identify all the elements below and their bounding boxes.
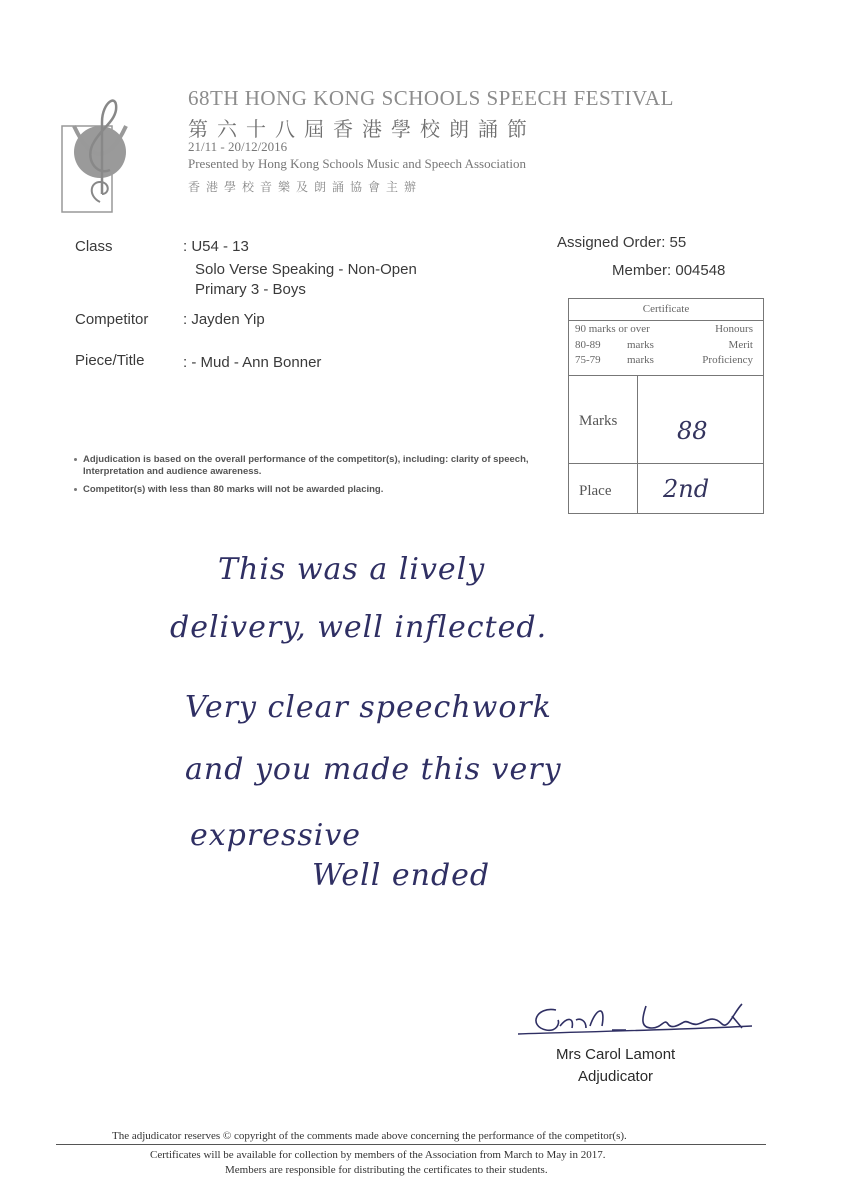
certificate-heading: Certificate	[569, 299, 763, 321]
festival-presented-by-chinese: 香港學校音樂及朗誦協會主辦	[188, 180, 423, 194]
note-text: Interpretation and audience awareness.	[83, 466, 262, 477]
class-category: Primary 3 - Boys	[195, 281, 306, 298]
note-item	[74, 454, 529, 465]
grade-row	[575, 339, 759, 351]
note-item	[74, 484, 383, 495]
festival-title: 68TH HONG KONG SCHOOLS SPEECH FESTIVAL	[188, 86, 674, 110]
note-text: Competitor(s) with less than 80 marks will not be awarded placing.	[83, 484, 384, 495]
signature	[516, 996, 756, 1046]
place-label: Place	[579, 483, 612, 499]
grade-row	[575, 323, 759, 335]
marks-label: Marks	[579, 413, 618, 429]
festival-dates: 21/11 - 20/12/2016	[188, 139, 288, 154]
comment-line: expressive	[190, 818, 362, 853]
grade-range: 75-79	[575, 354, 601, 366]
comment-line: and you made this very	[185, 752, 562, 787]
collection-notice: Certificates will be available for collection by members of the Association from March to May in 2017.	[150, 1149, 606, 1161]
grade-range: 80-89	[575, 339, 601, 351]
class-value: : U54 - 13	[183, 238, 249, 255]
grade-range: 90 marks or over	[575, 323, 650, 335]
competitor-label: Competitor	[75, 311, 149, 328]
comment-line: Well ended	[312, 858, 491, 893]
certificate-grades	[569, 320, 763, 376]
place-value: 2nd	[663, 475, 710, 503]
comment-line: This was a lively	[218, 552, 486, 587]
festival-title-chinese: 第六十八屆香港學校朗誦節	[188, 119, 536, 141]
member-number: Member: 004548	[612, 262, 726, 279]
competitor-value: : Jayden Yip	[183, 311, 265, 328]
footer-divider	[56, 1144, 766, 1145]
grade-award: Proficiency	[702, 354, 753, 366]
note-text: Adjudication is based on the overall performance of the competitor(s), including: clarity of speech,	[83, 454, 529, 465]
table-divider	[637, 375, 638, 513]
bullet	[74, 458, 77, 461]
grade-unit: marks	[627, 339, 654, 351]
certificate-table	[568, 298, 764, 514]
copyright-notice: The adjudicator reserves © copyright of the comments made above concerning the performance of the competitor(s).	[112, 1130, 627, 1142]
grade-unit: marks	[627, 354, 654, 366]
class-description: Solo Verse Speaking - Non-Open	[195, 261, 417, 278]
comment-line: delivery, well inflected.	[170, 610, 548, 645]
distribution-notice: Members are responsible for distributing the certificates to their students.	[225, 1164, 548, 1176]
grade-row	[575, 354, 759, 366]
festival-presented-by: Presented by Hong Kong Schools Music and Speech Association	[188, 156, 526, 171]
assigned-order: Assigned Order: 55	[557, 234, 687, 251]
class-label: Class	[75, 238, 113, 255]
treble-clef-logo-icon	[60, 82, 180, 222]
piece-label: Piece/Title	[75, 352, 145, 369]
comment-line: Very clear speechwork	[185, 690, 552, 725]
grade-award: Merit	[728, 339, 753, 351]
piece-value: : - Mud - Ann Bonner	[183, 354, 322, 371]
adjudicator-role: Adjudicator	[578, 1068, 654, 1085]
marks-value: 88	[677, 417, 708, 445]
grade-award: Honours	[715, 323, 753, 335]
bullet	[74, 488, 77, 491]
note-item	[83, 466, 261, 477]
adjudicator-name: Mrs Carol Lamont	[556, 1046, 676, 1063]
